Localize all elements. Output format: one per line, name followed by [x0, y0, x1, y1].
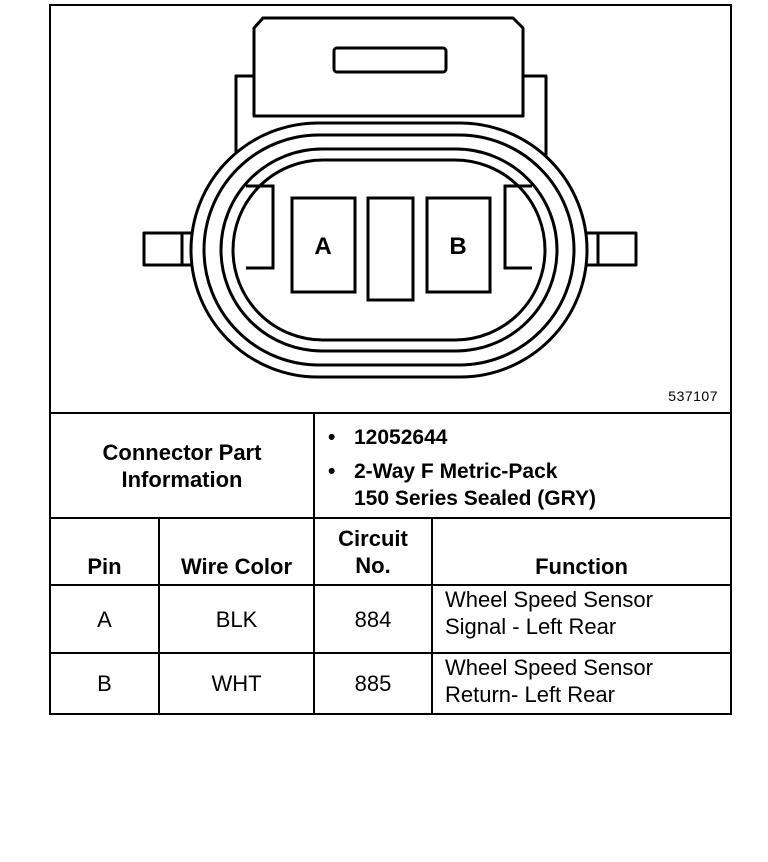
- bullet-icon: •: [328, 460, 336, 483]
- row-a-function-line2: Signal - Left Rear: [445, 614, 617, 639]
- part-info-item: [316, 424, 716, 451]
- figure-id: 537107: [668, 388, 718, 404]
- cavity-a-label: A: [314, 233, 332, 260]
- header-circuit: [315, 519, 431, 584]
- left-ear: [144, 233, 196, 265]
- row-b-wire-color: WHT: [211, 671, 262, 696]
- part-info-item: [316, 458, 716, 512]
- connector-type-line2: 150 Series Sealed (GRY): [354, 487, 597, 510]
- lock-tab-housing: [254, 18, 523, 116]
- row-a-wire-color: BLK: [215, 606, 258, 632]
- part-info-label: [51, 414, 313, 517]
- row-b-pin: B: [97, 671, 112, 696]
- row-a-function-line1: Wheel Speed Sensor: [445, 587, 653, 612]
- part-info-label-line2: Information: [121, 466, 243, 492]
- row-a-pin: A: [97, 606, 112, 632]
- part-info-list: [316, 424, 716, 512]
- row-a-function: [433, 586, 730, 652]
- row-b-function: [433, 654, 730, 713]
- center-key: [368, 198, 413, 300]
- header-circuit-line2: No.: [355, 552, 391, 578]
- connector-type-line1: 2-Way F Metric-Pack: [354, 460, 558, 483]
- header-circuit-line1: Circuit: [338, 525, 408, 551]
- header-wire-color: Wire Color: [180, 554, 293, 579]
- connector-illustration: [51, 6, 730, 412]
- cavity-b-label: B: [449, 233, 467, 260]
- connector-drawing: [51, 6, 730, 412]
- row-b-function-line1: Wheel Speed Sensor: [445, 655, 653, 680]
- header-pin: Pin: [87, 554, 122, 579]
- connector-diagram-frame: [49, 4, 732, 715]
- bullet-icon: •: [328, 426, 336, 449]
- part-number: 12052644: [354, 426, 448, 449]
- row-a-circuit: 884: [354, 606, 392, 632]
- row-b-function-line2: Return- Left Rear: [445, 682, 615, 707]
- header-function: Function: [535, 554, 628, 579]
- part-info-label-line1: Connector Part: [102, 439, 262, 465]
- row-b-circuit: 885: [354, 671, 392, 696]
- right-ear: [584, 233, 636, 265]
